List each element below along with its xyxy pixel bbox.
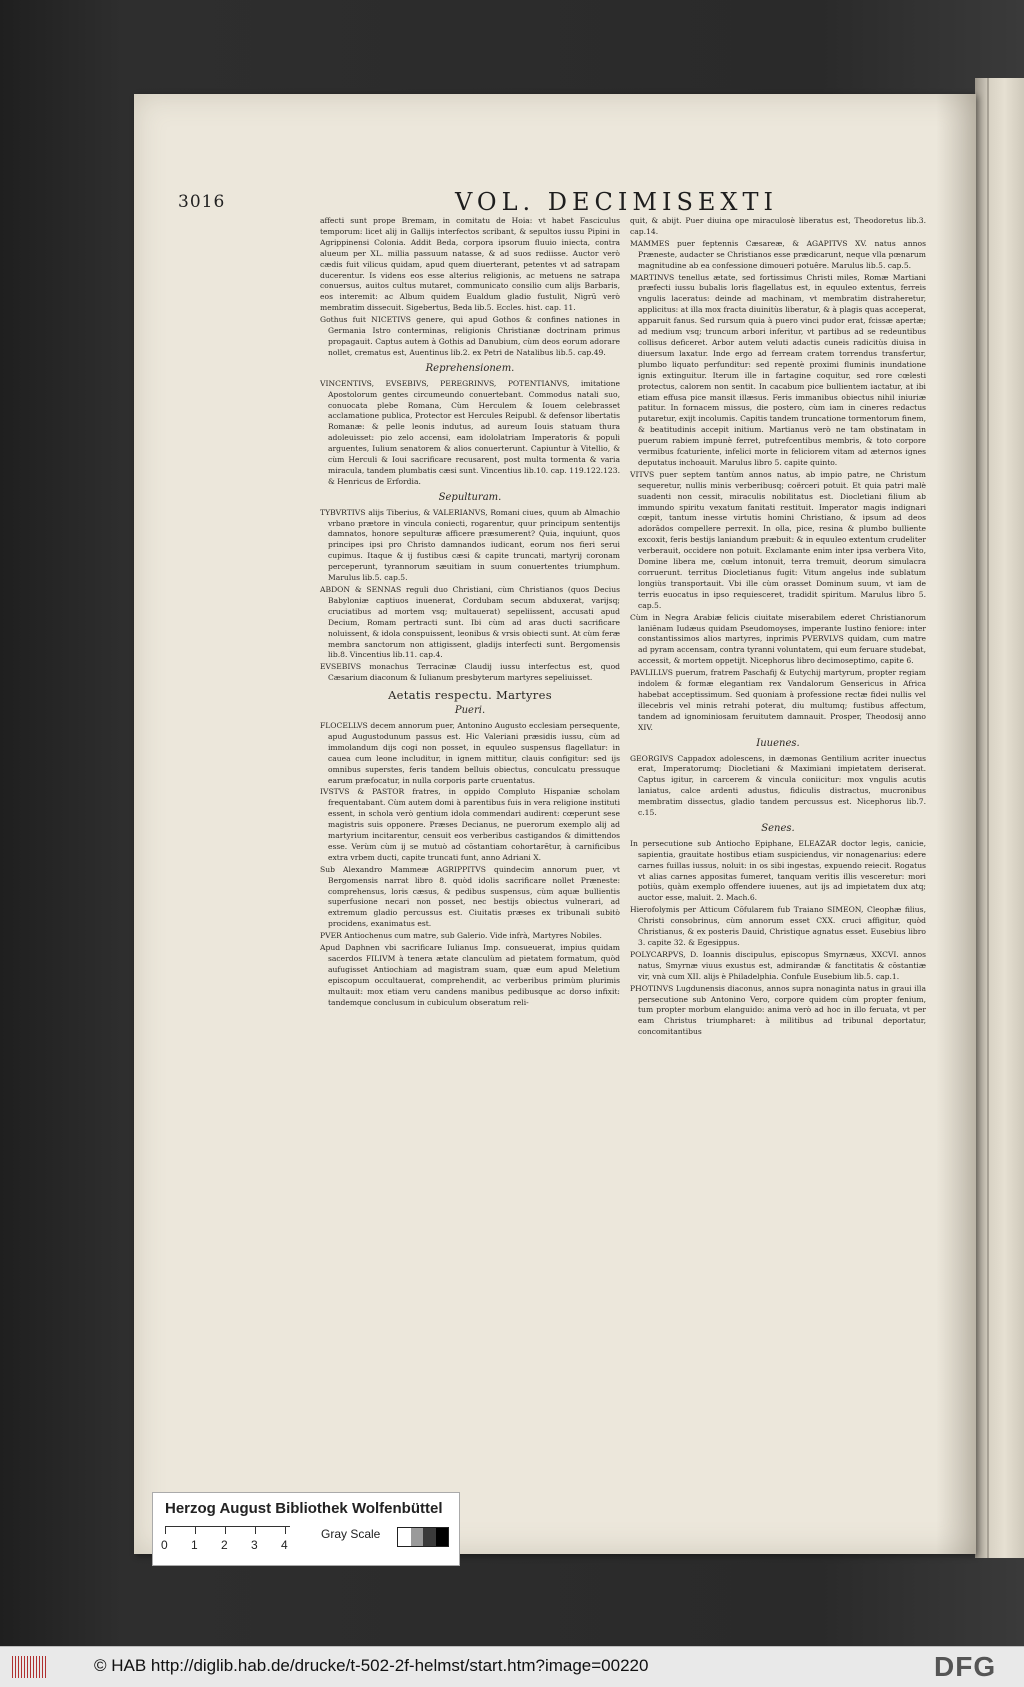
barcode-bar [21,1656,22,1678]
library-name: Herzog August Bibliothek Wolfenbüttel [165,1500,443,1517]
paragraph: GEORGIVS Cappadox adolescens, in dæmonas Gentilium acriter inuectus erat, Imperatorumq; Diocletiani & Maximiani impietatem deriserat. Captus igitur, in carcerem & vincula coniicitur: mox vngulis acutis laniatus, calce ardenti adustus, fidiculis distractus, mucronibus membratim dissectus, gladio tandem percussus est. Nicephorus lib.7. c.15. [630,753,926,818]
barcode-bar [30,1656,31,1678]
barcode-bar [12,1656,13,1678]
paragraph: PHOTINVS Lugdunensis diaconus, annos supra nonaginta natus in graui illa persecutione sub Antonino Vero, corpore quidem cùm propter fenium, tum propter morbum elanguido: anima verò ad hoc in illo feruata, vt per eam Christus triumpharet: à militibus ad tribunal deportatur, concomitantibus [630,983,926,1037]
gray-scale-label: Gray Scale [321,1527,381,1541]
subheading: Iuuenes. [756,737,800,749]
dfg-logo: DFG [934,1651,997,1682]
barcode-icon [12,1656,46,1678]
paragraph: PVER Antiochenus cum matre, sub Galerio. Vide infrà, Martyres Nobiles. [320,931,602,941]
gray-swatch-cell [423,1528,436,1546]
page-shadow [936,94,976,1554]
paragraph: Apud Daphnen vbi sacrificare Iulianus Imp. consueuerat, impius quidam sacerdos FILIVM à tenera ætate clanculùm ad pietatem formatum, quòd aufugisset Antiochiam ad magistram suam, quæ eum apud Meletium episcopum occultauerat, comprehendit, ac verberibus primùm plurimis multauit: mox etiam veru candens manibus pedibusque ac dorso infixit: tandemque conclusum in cubiculum obseratum reli- [320,943,620,1007]
paragraph: PAVLILLVS puerum, fratrem Paschafij & Eutychij martyrum, propter regiam indolem & formæ elegantiam rex Vandalorum Gensericus in Africa habebat acceptissimum. Sed quoniam à professione rectæ fidei nullis vel illecebris vel minis retrahi poterat, diu multumq; fustibus affectum, tandem ad ignominiosam feruitutem damnauit. Prosper, Theodosij anno XIV. [630,668,926,732]
running-head: VOL. DECIMISEXTI [455,188,778,216]
scale-ticks [165,1526,315,1536]
paragraph: IVSTVS & PASTOR fratres, in oppido Compluto Hispaniæ scholam frequentabant. Cùm autem domi à parentibus fuis in vera religione instituti essent, in schola verò gentium idola commendari audirent: cœperunt sese magistris suis opponere. Præses Decianus, ne puerorum exemplo alij ad martyrium incitarentur, censuit eos verberibus castigandos & dimittendos esse. Verùm cùm ij se mutuò ad cōstantiam cohortarētur, à carnificibus extra vrbem ducti, capite truncati funt, anno Adriani X. [320,787,620,862]
paragraph: POLYCARPVS, D. Ioannis discipulus, episcopus Smyrnæus, XXCVI. annos natus, Smyrnæ viuus exustus est, admirandæ & fanctitatis & cōstantiæ vir, vnà cum XII. alijs è Philadelphia. Confule Eusebium lib.5. cap.1. [630,949,926,981]
barcode-bar [15,1656,16,1678]
text-column-left [320,216,620,1010]
paragraph: ABDON & SENNAS reguli duo Christiani, cùm Christianos (quos Decius Babyloniæ captiuos inuenerat, Cordubam secum abduxerat, varijsq; cruciatibus ad mortem vsq; multauerat) sepeliissent, accusati apud Decium, Romam pertracti sunt. Ibi cùm ad aras ducti sacrificare noluissent, & idola conspuissent, leonibus & vrsis obiecti sunt. At cùm feræ membra sanctorum non attigissent, gladijs interfecti sunt. Bergomensis lib.8. Vincentius lib.11. cap.4. [320,585,620,660]
paragraph: TYBVRTIVS alijs Tiberius, & VALERIANVS, Romani ciues, quum ab Almachio vrbano prætore in vincula coniecti, rogarentur, quur principum sententijs damnatos, honore sepulturæ afficere præsumerent? Quia, inquiunt, quos principes ipsi pro Christo damnandos iudicant, eorum nos fieri serui cupimus. Itaque & ij fustibus cæsi & capite truncati, martyrij coronam perceperunt, tyrannorum sæuitiam in suum conuertentes triumphum. Marulus lib.5. cap.5. [320,507,620,583]
paragraph: Gothus fuit NICETIVS genere, qui apud Gothos & confines nationes in Germania Istro conterminas, religionis Christianæ doctrinam primus propagauit. Captus autem à Gothis ad Danubium, cùm deos eorum adorare nollet, crematus est, Auentinus lib.2. ex Petri de Natalibus lib.5. cap.49. [320,315,620,357]
subheading: Senes. [761,822,795,834]
barcode-bar [27,1656,28,1678]
paragraph: Hierofolymis per Atticum Cōfularem fub Traiano SIMEON, Cleophæ filius, Christi consobrinus, cùm annorum esset CXX. cruci affigitur, quòd Christianus, & ex posteris Dauid, Christique agnatus esset. Eusebius libro 3. capite 32. & Egesippus. [630,905,926,947]
subheading: Sepulturam. [438,491,502,503]
barcode-bar [18,1656,19,1678]
facing-page-edge [975,78,1024,1558]
section-heading: Aetatis respectu. Martyres [388,688,552,703]
gray-swatch-cell [411,1528,424,1546]
viewer-footer [0,1646,1024,1687]
scale-number: 3 [251,1538,258,1552]
scale-number: 2 [221,1538,228,1552]
gray-scale-swatch [397,1527,449,1547]
page-gutter [987,78,989,1558]
gray-swatch-cell [398,1528,411,1546]
barcode-bar [45,1656,46,1678]
barcode-bar [42,1656,43,1678]
gray-swatch-cell [436,1528,449,1546]
scale-numbers [161,1538,311,1552]
barcode-bar [24,1656,25,1678]
barcode-bar [39,1656,40,1678]
scale-number: 4 [281,1538,288,1552]
text-column-right [630,216,926,1039]
paragraph: Cùm in Negra Arabiæ felicis ciuitate miserabilem ederet Christianorum laniēnam Iudæus quidam Pseudomoyses, imperante Iustino feniore: inter constantissimos alios martyres, inprimis PVERVLVS quidam, cum matre ad pyram accensam, contra tyranni voluntatem, qui eum feruare studebat, accessit, & mortem oppetijt. Nicephorus libro decimoseptimo, capite 6. [630,612,926,666]
paragraph: quit, & abijt. Puer diuina ope miraculosè liberatus est, Theodoretus lib.3. cap.14. [630,216,926,236]
paragraph: affecti sunt prope Bremam, in comitatu de Hoia: vt habet Fasciculus temporum: licet alij in Gallijs interfectos scribant, & sepultos iussu Pipini in Agrippinensi Colonia. Addit Beda, corpora ipsorum fluuio iniecta, contra alueum per XL. millia passuum natasse, & ad suos rediisse. Auctor verò cædis fuit vilicus quidam, apud quem diuerterant, petentes vt ad satrapam ducerentur. Is videns eos esse alterius religionis, ac metuens ne satrapa conuersus, auitos cultus mutaret, communicato consilio cum alijs Barbaris, eos interemit: ac Album quidem Eualdum gladio fustulit, Nigrū verò membratim dissecuit. Sigebertus, Beda lib.5. Eccles. hist. cap. 11. [320,216,620,313]
source-url[interactable]: © HAB http://diglib.hab.de/drucke/t-502-2f-helmst/start.htm?image=00220 [94,1656,649,1675]
paragraph: MAMMES puer feptennis Cæsareæ, & AGAPITVS XV. natus annos Præneste, audacter se Christianos esse prædicarunt, neque vlla pœnarum magnitudine ab ea confessione dimoueri potuêre. Marulus lib.5. cap.5. [630,238,926,270]
paragraph: VINCENTIVS, EVSEBIVS, PEREGRINVS, POTENTIANVS, imitatione Apostolorum gentes circumeundo conuertebant. Commodus natali suo, conuocata plebe Romana, Cùm Herculem & Iouem celebrasset acclamatione publica, Protector est Hercules Reipubl. & defensor libertatis Romanæ: & pelle leonis indutus, ad aureum Iouis statuam thura adoleuisset: pio zelo accensi, eam idololatriam Imperatoris & populi arguentes, Iulium senatorem & alios conuerterunt. Capiuntur à Vitellio, & cùm Herculi & Ioui sacrificare recusarent, post multa tormenta & varia miracula, tandem plumbatis cæsi sunt. Vincentius lib.10. cap. 119.122.123. & Henricus de Erfordia. [320,378,620,486]
paragraph: EVSEBIVS monachus Terracinæ Claudij iussu interfectus est, quod Cæsarium diaconum & Iulianum presbyterum martyres sepeliuisset. [320,662,620,683]
scale-number: 0 [161,1538,168,1552]
barcode-bar [36,1656,37,1678]
paragraph: MARTINVS tenellus ætate, sed fortissimus Christi miles, Romæ Martiani præfecti iussu bubalis loris flagellatus est, in equuleo extentus, ferreis vngulis laceratus: deinde ad machinam, vt membratim distraheretur, applicitus: at illa mox fracta diuinitùs liberatur, & à plagis quas acceperat, apparuit fanus. Sed rursum quia à puero vinci pudor erat, fcissæ apertæ; ad medium vsq; truncum arbori inferitur, vt partibus ad se redeuntibus collisus deficeret. Arbor autem veluti adactis cuneis radicitùs diuisa in diuersum laxatur. Inde ergo ad ferream cratem torrendus transfertur, plumbo liquato perfunditur: sed repentè proximi fluminis inundatione ignis extinguitur. Iterum ille in fartagine coquitur, sed rore cœlesti protectus, calorem non sentit. In cacabum pice bullientem iactatur, at ibi etiam effusa pice mansit illæsus. Feris immanibus obiectus nihil iniuriæ patitur. In fornacem missus, die postero, cùm iam in cineres redactus putaretur, exijt incolumis. Capitis tandem truncatione tormentorum finem, & beatitudinis accepit initium. Martianus verò ne tam obstinatam in puerum rabiem impunè ferret, putrefcentibus membris, & toto corpore vermibus fcaturiente, infelici morte in feliciorem vitam ad æternos ignes deputatus inchoauit. Marulus libro 5. capite quinto. [630,272,926,467]
paragraph: FLOCELLVS decem annorum puer, Antonino Augusto ecclesiam persequente, apud Augustodunum passus est. Hic Valeriani præsidis iussu, cùm ad immolandum dijs cogi non posset, in equuleo suspensus flagellatur: in cauea cum leone includitur, in ignem mittitur, clauis configitur: sed ijs omnibus superstes, feris tandem belluis obiectus, conculcatu pressuque earum præfocatur, in nulla corporis parte cruentatus. [320,720,620,785]
barcode-bar [33,1656,34,1678]
subheading: Reprehensionem. [425,362,515,374]
scale-number: 1 [191,1538,198,1552]
library-color-card [152,1492,460,1566]
paragraph: VITVS puer septem tantùm annos natus, ab impio patre, ne Christum sequeretur, nullis minis verberibusq; coërceri potuit. Et quia patri malè suadenti non cessit, miraculis nobilitatus est. Diocletiani filium ab immundo spiritu vexatum fanitati restituit. Imperator magis indignari cœpit, tantum inesse virtutis homini Christiano, & ipsum ad deos adorādos compellere perrexit. In olla, pice, resina & plumbo bulliente excoxit, feris bestijs laniandum præbuit: & in equuleo extentum crudeliter verberauit, occidere non potuit. Exclamante enim inter ipsa verbera Vito, Domine libera me, cœlum intonuit, terra tremuit, deorum simulacra corruerunt. territus Diocletianus fugit: Vitum angelus inde sublatum longiùs transportauit. Vbi ille cùm orasset Dominum suum, vt iam de terris euocatus in ipso requiesceret, tradidit spiritum. Marulus libro 5. cap.5. [630,469,926,610]
paragraph: In persecutione sub Antiocho Epiphane, ELEAZAR doctor legis, canicie, sapientia, grauitate hostibus etiam suspiciendus, vir nonagenarius: edere carnes fuillas iussus, noluit: in os sibi ingestas, expuendo reiecit. Rogatus vt alias carnes appositas fumeret, tanquam veritis illis vesceretur: mori potiùs, quàm exemplo offendere iuuenes, aut ijs ad impietatem dux atq; auctor esse, maluit. 2. Mach.6. [630,838,926,903]
subheading: Pueri. [454,705,486,717]
page-number: 3016 [178,192,226,212]
paragraph: Sub Alexandro Mammeæ AGRIPPITVS quindecim annorum puer, vt Bergomensis narrat libro 8. quòd idolis sacrificare nollet Præneste: comprehensus, loris cæsus, & pedibus suspensus, cùm aquæ bullientis superfusione necari non posset, nec bestijs obiectus vulnerari, ad extremum gladio percussus est. Ciuitatis præses ex tribunali subitò procidens, exanimatus est. [320,864,620,929]
